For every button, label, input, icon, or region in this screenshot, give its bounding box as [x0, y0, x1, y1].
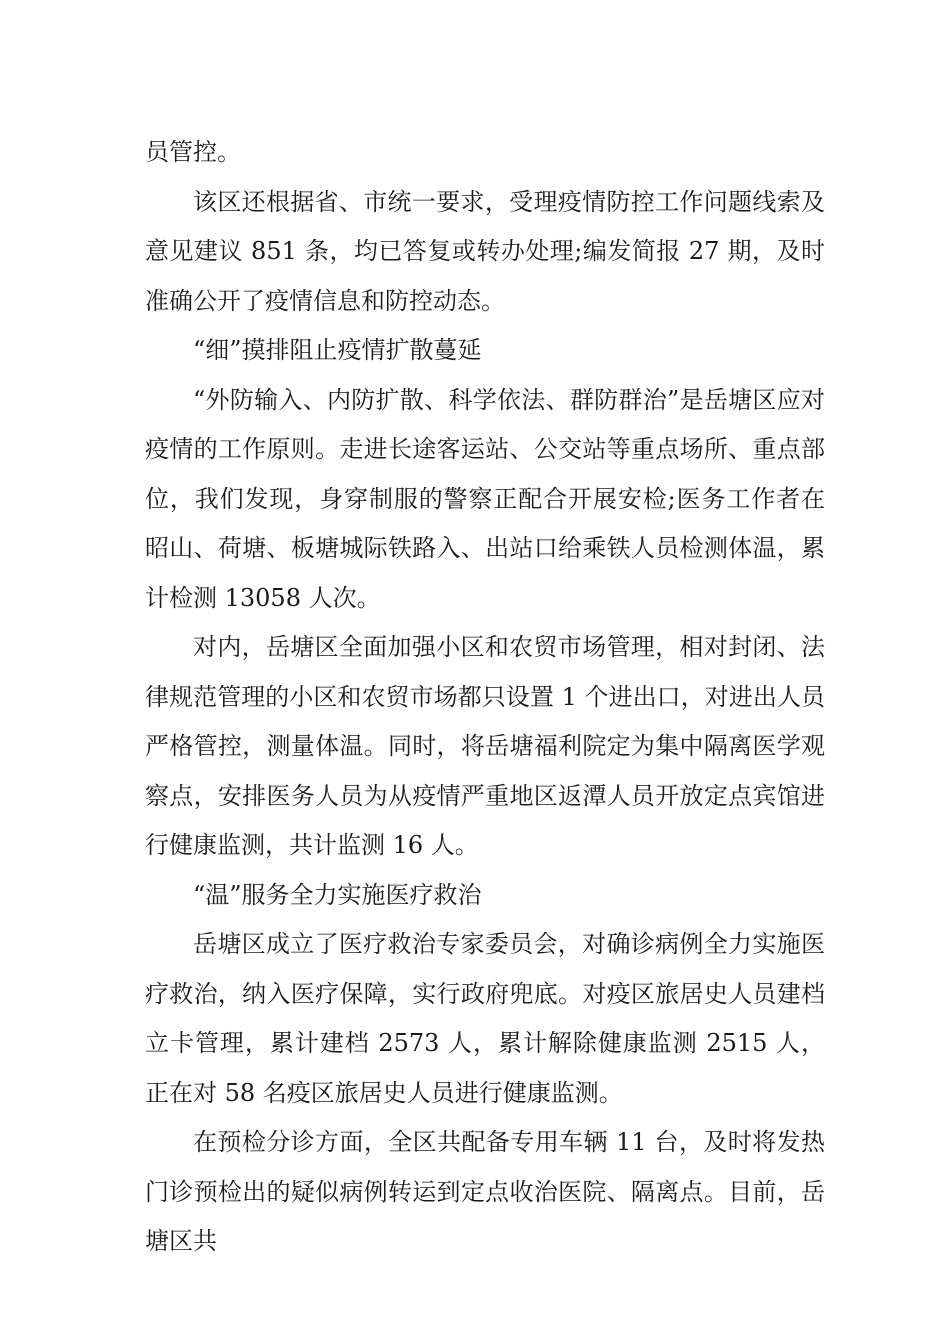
- paragraph-prevention-principles: “外防输入、内防扩散、科学依法、群防群治”是岳塘区应对疫情的工作原则。走进长途客运站、公交站等重点场所、重点部位，我们发现，身穿制服的警察正配合开展安检;医务工作者在昭山、荷塘、板塘城际铁路入、出站口给乘铁人员检测体温，累计检测 13058 人次。: [145, 385, 825, 612]
- paragraph-continuation: 员管控。: [145, 138, 241, 166]
- document-body: [145, 128, 825, 1267]
- paragraph-feedback-handling: 该区还根据省、市统一要求，受理疫情防控工作问题线索及意见建议 851 条，均已答复或转办处理;编发简报 27 期，及时准确公开了疫情信息和防控动态。: [145, 187, 825, 315]
- paragraph-triage: 在预检分诊方面，全区共配备专用车辆 11 台，及时将发热门诊预检出的疑似病例转运到定点收治医院、隔离点。目前，岳塘区共: [145, 1128, 825, 1255]
- section-heading-medical-treatment: “温”服务全力实施医疗救治: [193, 880, 482, 909]
- section-heading-screening: “细”摸排阻止疫情扩散蔓延: [193, 336, 482, 364]
- paragraph-expert-committee: 岳塘区成立了医疗救治专家委员会，对确诊病例全力实施医疗救治，纳入医疗保障，实行政府兜底。对疫区旅居史人员建档立卡管理，累计建档 2573 人，累计解除健康监测 2515 人，正在对 58 名疫区旅居史人员进行健康监测。: [145, 930, 825, 1107]
- paragraph-community-management: 对内，岳塘区全面加强小区和农贸市场管理，相对封闭、法律规范管理的小区和农贸市场都只设置 1 个进出口，对进出人员严格管控，测量体温。同时，将岳塘福利院定为集中隔离医学观察点，安排医务人员为从疫情严重地区返潭人员开放定点宾馆进行健康监测，共计监测 16 人。: [145, 633, 825, 859]
